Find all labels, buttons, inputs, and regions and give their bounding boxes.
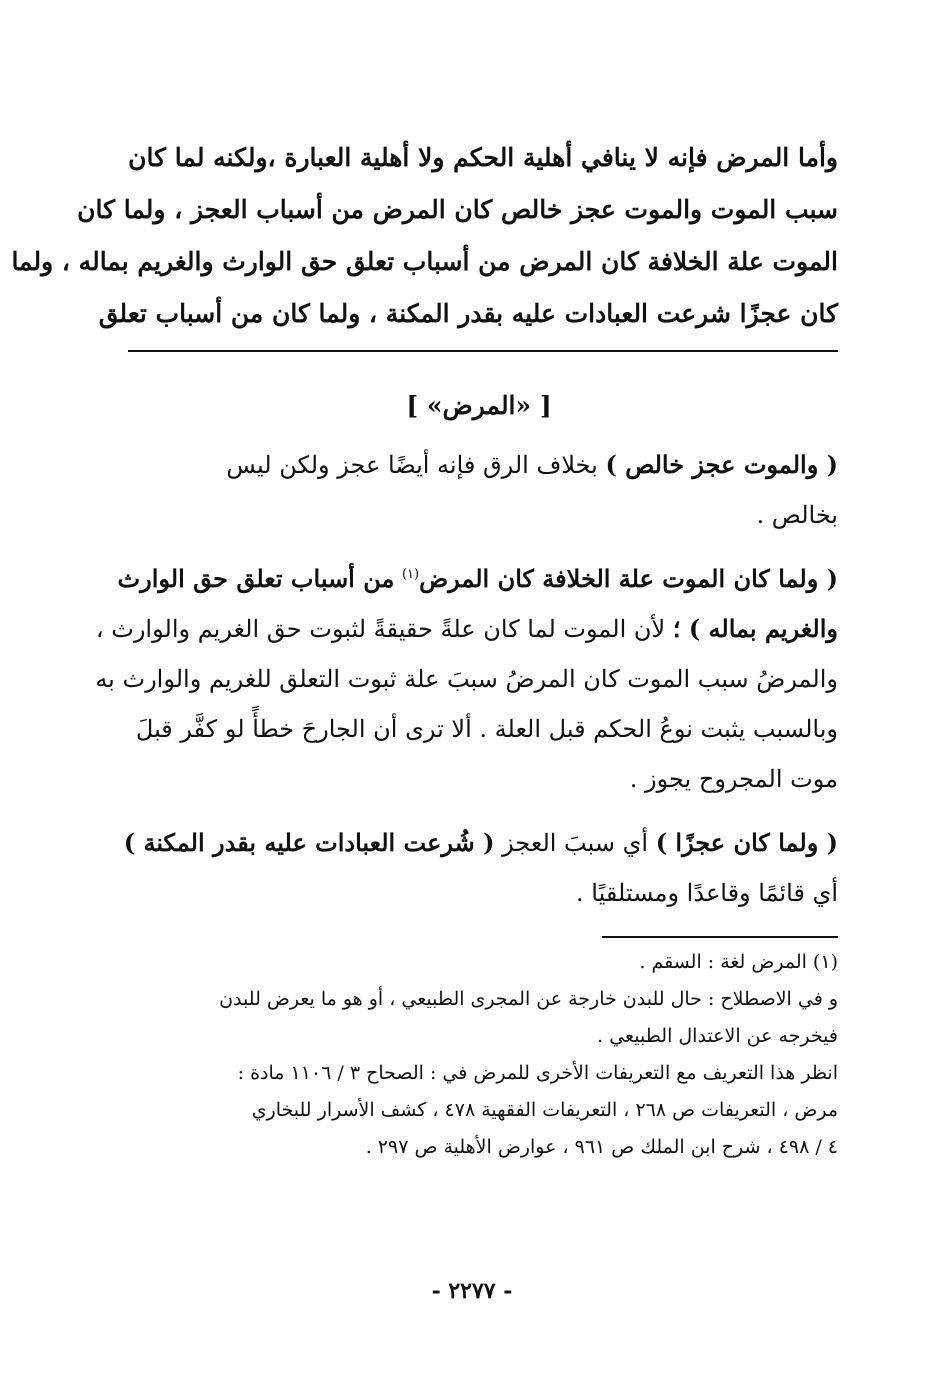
footnote-reference[interactable]: (١): [401, 567, 420, 582]
footnote-separator: [602, 936, 838, 938]
matn-quote: ( شُرعت العبادات عليه بقدر المكنة ): [123, 828, 495, 857]
commentary-paragraph-1: [120, 440, 838, 540]
matn-line: سبب الموت والموت عجز خالص كان المرض من أسباب العجز ، ولما كان: [77, 195, 838, 224]
commentary-paragraph-3: [120, 818, 838, 918]
footnote-line: ٤ / ٤٩٨ ، شرح ابن الملك ص ٩٦١ ، عوارض الأهلية ص ٢٩٧ .: [365, 1136, 838, 1158]
commentary-line: موت المجروح يجوز .: [629, 765, 838, 793]
matn-separator: [128, 350, 838, 352]
commentary-line: أي قائمًا وقاعدًا ومستلقيًا .: [576, 879, 838, 907]
matn-line: وأما المرض فإنه لا ينافي أهلية الحكم ولا أهلية العبارة ،ولكنه لما كان: [128, 143, 838, 172]
commentary-line: والمرضُ سبب الموت كان المرضُ سببَ علة ثبوت التعلق للغريم والوارث به: [95, 665, 838, 693]
commentary-text-run: لأن الموت لما كان علةً حقيقةً لثبوت حق الغريم والوارث ،: [95, 615, 666, 643]
matn-quote: والغريم بماله ) ؛: [672, 614, 838, 643]
matn-line: كان عجزًا شرعت العبادات عليه بقدر المكنة ، ولما كان من أسباب تعلق: [98, 299, 838, 328]
page-number: - ٢٢٧٧ -: [431, 1278, 513, 1304]
commentary-line: بخالص .: [756, 501, 838, 529]
footnote-line: انظر هذا التعريف مع التعريفات الأخرى للمرض في : الصحاح ٣ / ١١٠٦ مادة :: [237, 1062, 838, 1084]
matn-quote: ( ولما كان الموت علة الخلافة كان المرض: [419, 564, 838, 593]
commentary-text: [95, 440, 838, 932]
footnote-line: فيخرجه عن الاعتدال الطبيعي .: [597, 1025, 838, 1047]
commentary-line: وبالسبب يثبت نوعُ الحكم قبل العلة . ألا ترى أن الجارحَ خطأً لو كفَّر قبلَ: [135, 715, 838, 743]
matn-line: الموت علة الخلافة كان المرض من أسباب تعلق حق الوارث والغريم بماله ، ولما: [11, 247, 838, 276]
commentary-text-run: أي سببَ العجز: [502, 829, 649, 857]
footnote-line: (١) المرض لغة : السقم .: [639, 951, 838, 973]
matn-text: [11, 132, 838, 340]
matn-quote: من أسباب تعلق حق الوارث: [117, 564, 395, 593]
commentary-paragraph-2: [95, 554, 838, 804]
matn-quote: ( والموت عجز خالص ): [605, 450, 838, 479]
footnote-line: مرض ، التعريفات ص ٢٦٨ ، التعريفات الفقهية ٤٧٨ ، كشف الأسرار للبخاري: [251, 1099, 838, 1121]
footnotes: [120, 944, 838, 1166]
footnote-line: و في الاصطلاح : حال للبدن خارجة عن المجرى الطبيعي ، أو هو ما يعرض للبدن: [219, 988, 838, 1010]
section-heading: [ «المرض» ]: [406, 391, 552, 420]
matn-quote: ( ولما كان عجزًا ): [655, 828, 838, 857]
commentary-text-run: بخلاف الرق فإنه أيضًا عجز ولكن ليس: [226, 451, 598, 479]
